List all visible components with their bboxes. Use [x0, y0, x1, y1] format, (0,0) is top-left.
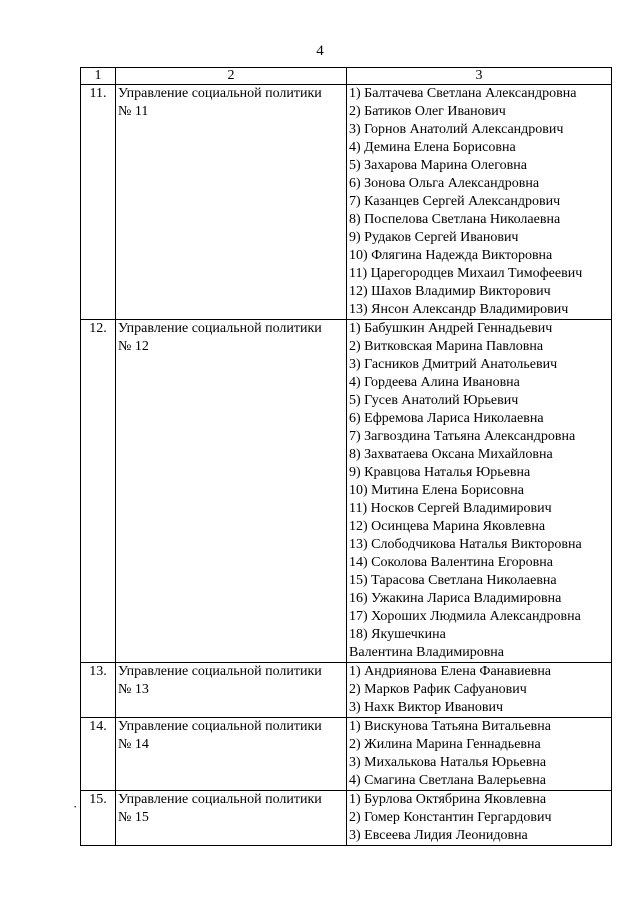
department-cell — [116, 791, 347, 846]
table-row — [81, 791, 612, 846]
row-number: 15. — [81, 791, 116, 846]
department-cell — [116, 85, 347, 320]
member-name: 2) Батиков Олег Иванович — [349, 104, 506, 119]
members-cell — [347, 718, 612, 791]
member-name: 12) Осинцева Марина Яковлевна — [349, 519, 546, 534]
member-name: 6) Ефремова Лариса Николаевна — [349, 411, 544, 426]
member-name: 2) Витковская Марина Павловна — [349, 339, 544, 354]
department-name-line: № 13 — [118, 682, 149, 697]
member-name: 1) Бабушкин Андрей Геннадьевич — [349, 321, 553, 336]
member-name: 4) Смагина Светлана Валерьевна — [349, 773, 546, 788]
members-cell — [347, 791, 612, 846]
table-row — [81, 85, 612, 320]
table-row — [81, 320, 612, 663]
members-cell — [347, 320, 612, 663]
member-name: 11) Носков Сергей Владимирович — [349, 501, 552, 516]
member-name: 3) Евсеева Лидия Леонидовна — [349, 828, 528, 843]
members-cell — [347, 85, 612, 320]
member-name: 6) Зонова Ольга Александровна — [349, 176, 540, 191]
member-name: 18) Якушечкина — [349, 627, 446, 642]
department-cell — [116, 718, 347, 791]
member-name: 3) Гасников Дмитрий Анатольевич — [349, 357, 558, 372]
department-name-line: Управление социальной политики — [118, 664, 322, 679]
member-name: 15) Тарасова Светлана Николаевна — [349, 573, 557, 588]
department-name-line: Управление социальной политики — [118, 719, 322, 734]
department-name-line: № 11 — [118, 104, 149, 119]
member-name: 4) Гордеева Алина Ивановна — [349, 375, 520, 390]
member-name: 12) Шахов Владимир Викторович — [349, 284, 551, 299]
member-name: 9) Рудаков Сергей Иванович — [349, 230, 519, 245]
members-cell — [347, 663, 612, 718]
member-name: 4) Демина Елена Борисовна — [349, 140, 516, 155]
department-name-line: Управление социальной политики — [118, 321, 322, 336]
row-number: 11. — [81, 85, 116, 320]
member-name: 14) Соколова Валентина Егоровна — [349, 555, 553, 570]
page-number: 4 — [316, 43, 324, 59]
commission-table — [80, 67, 612, 846]
member-name: 9) Кравцова Наталья Юрьевна — [349, 465, 531, 480]
member-name: 16) Ужакина Лариса Владимировна — [349, 591, 562, 606]
stray-mark: · — [73, 799, 78, 814]
member-name: 5) Захарова Марина Олеговна — [349, 158, 527, 173]
member-name: 13) Слободчикова Наталья Викторовна — [349, 537, 582, 552]
member-name: 2) Марков Рафик Сафуанович — [349, 682, 527, 697]
member-name: 1) Бурлова Октябрина Яковлевна — [349, 792, 547, 807]
member-name: 7) Загвоздина Татьяна Александровна — [349, 429, 576, 444]
table-row — [81, 718, 612, 791]
member-name: 2) Жилина Марина Геннадьевна — [349, 737, 541, 752]
member-name: 17) Хороших Людмила Александровна — [349, 609, 581, 624]
department-cell — [116, 663, 347, 718]
member-name: 2) Гомер Константин Гергардович — [349, 810, 552, 825]
header-col-1: 1 — [81, 68, 116, 85]
department-name-line: № 15 — [118, 810, 149, 825]
member-name: 10) Флягина Надежда Викторовна — [349, 248, 553, 263]
member-name: 5) Гусев Анатолий Юрьевич — [349, 393, 519, 408]
member-name: 3) Нахк Виктор Иванович — [349, 700, 504, 715]
header-col-2: 2 — [116, 68, 347, 85]
member-name: 13) Янсон Александр Владимирович — [349, 302, 569, 317]
department-name-line: № 14 — [118, 737, 149, 752]
member-name: 7) Казанцев Сергей Александрович — [349, 194, 561, 209]
header-col-3: 3 — [347, 68, 612, 85]
department-name-line: Управление социальной политики — [118, 86, 322, 101]
table-row — [81, 663, 612, 718]
department-cell — [116, 320, 347, 663]
department-name-line: № 12 — [118, 339, 149, 354]
member-name: 1) Вискунова Татьяна Витальевна — [349, 719, 552, 734]
row-number: 14. — [81, 718, 116, 791]
member-name: 11) Царегородцев Михаил Тимофеевич — [349, 266, 583, 281]
row-number: 13. — [81, 663, 116, 718]
member-name: 8) Захватаева Оксана Михайловна — [349, 447, 553, 462]
table-header-row — [81, 68, 612, 85]
member-name: Валентина Владимировна — [349, 645, 505, 660]
member-name: 3) Горнов Анатолий Александрович — [349, 122, 564, 137]
member-name: 10) Митина Елена Борисовна — [349, 483, 524, 498]
department-name-line: Управление социальной политики — [118, 792, 322, 807]
row-number: 12. — [81, 320, 116, 663]
member-name: 1) Андриянова Елена Фанавиевна — [349, 664, 552, 679]
member-name: 1) Балтачева Светлана Александровна — [349, 86, 577, 101]
member-name: 3) Михалькова Наталья Юрьевна — [349, 755, 547, 770]
member-name: 8) Поспелова Светлана Николаевна — [349, 212, 561, 227]
